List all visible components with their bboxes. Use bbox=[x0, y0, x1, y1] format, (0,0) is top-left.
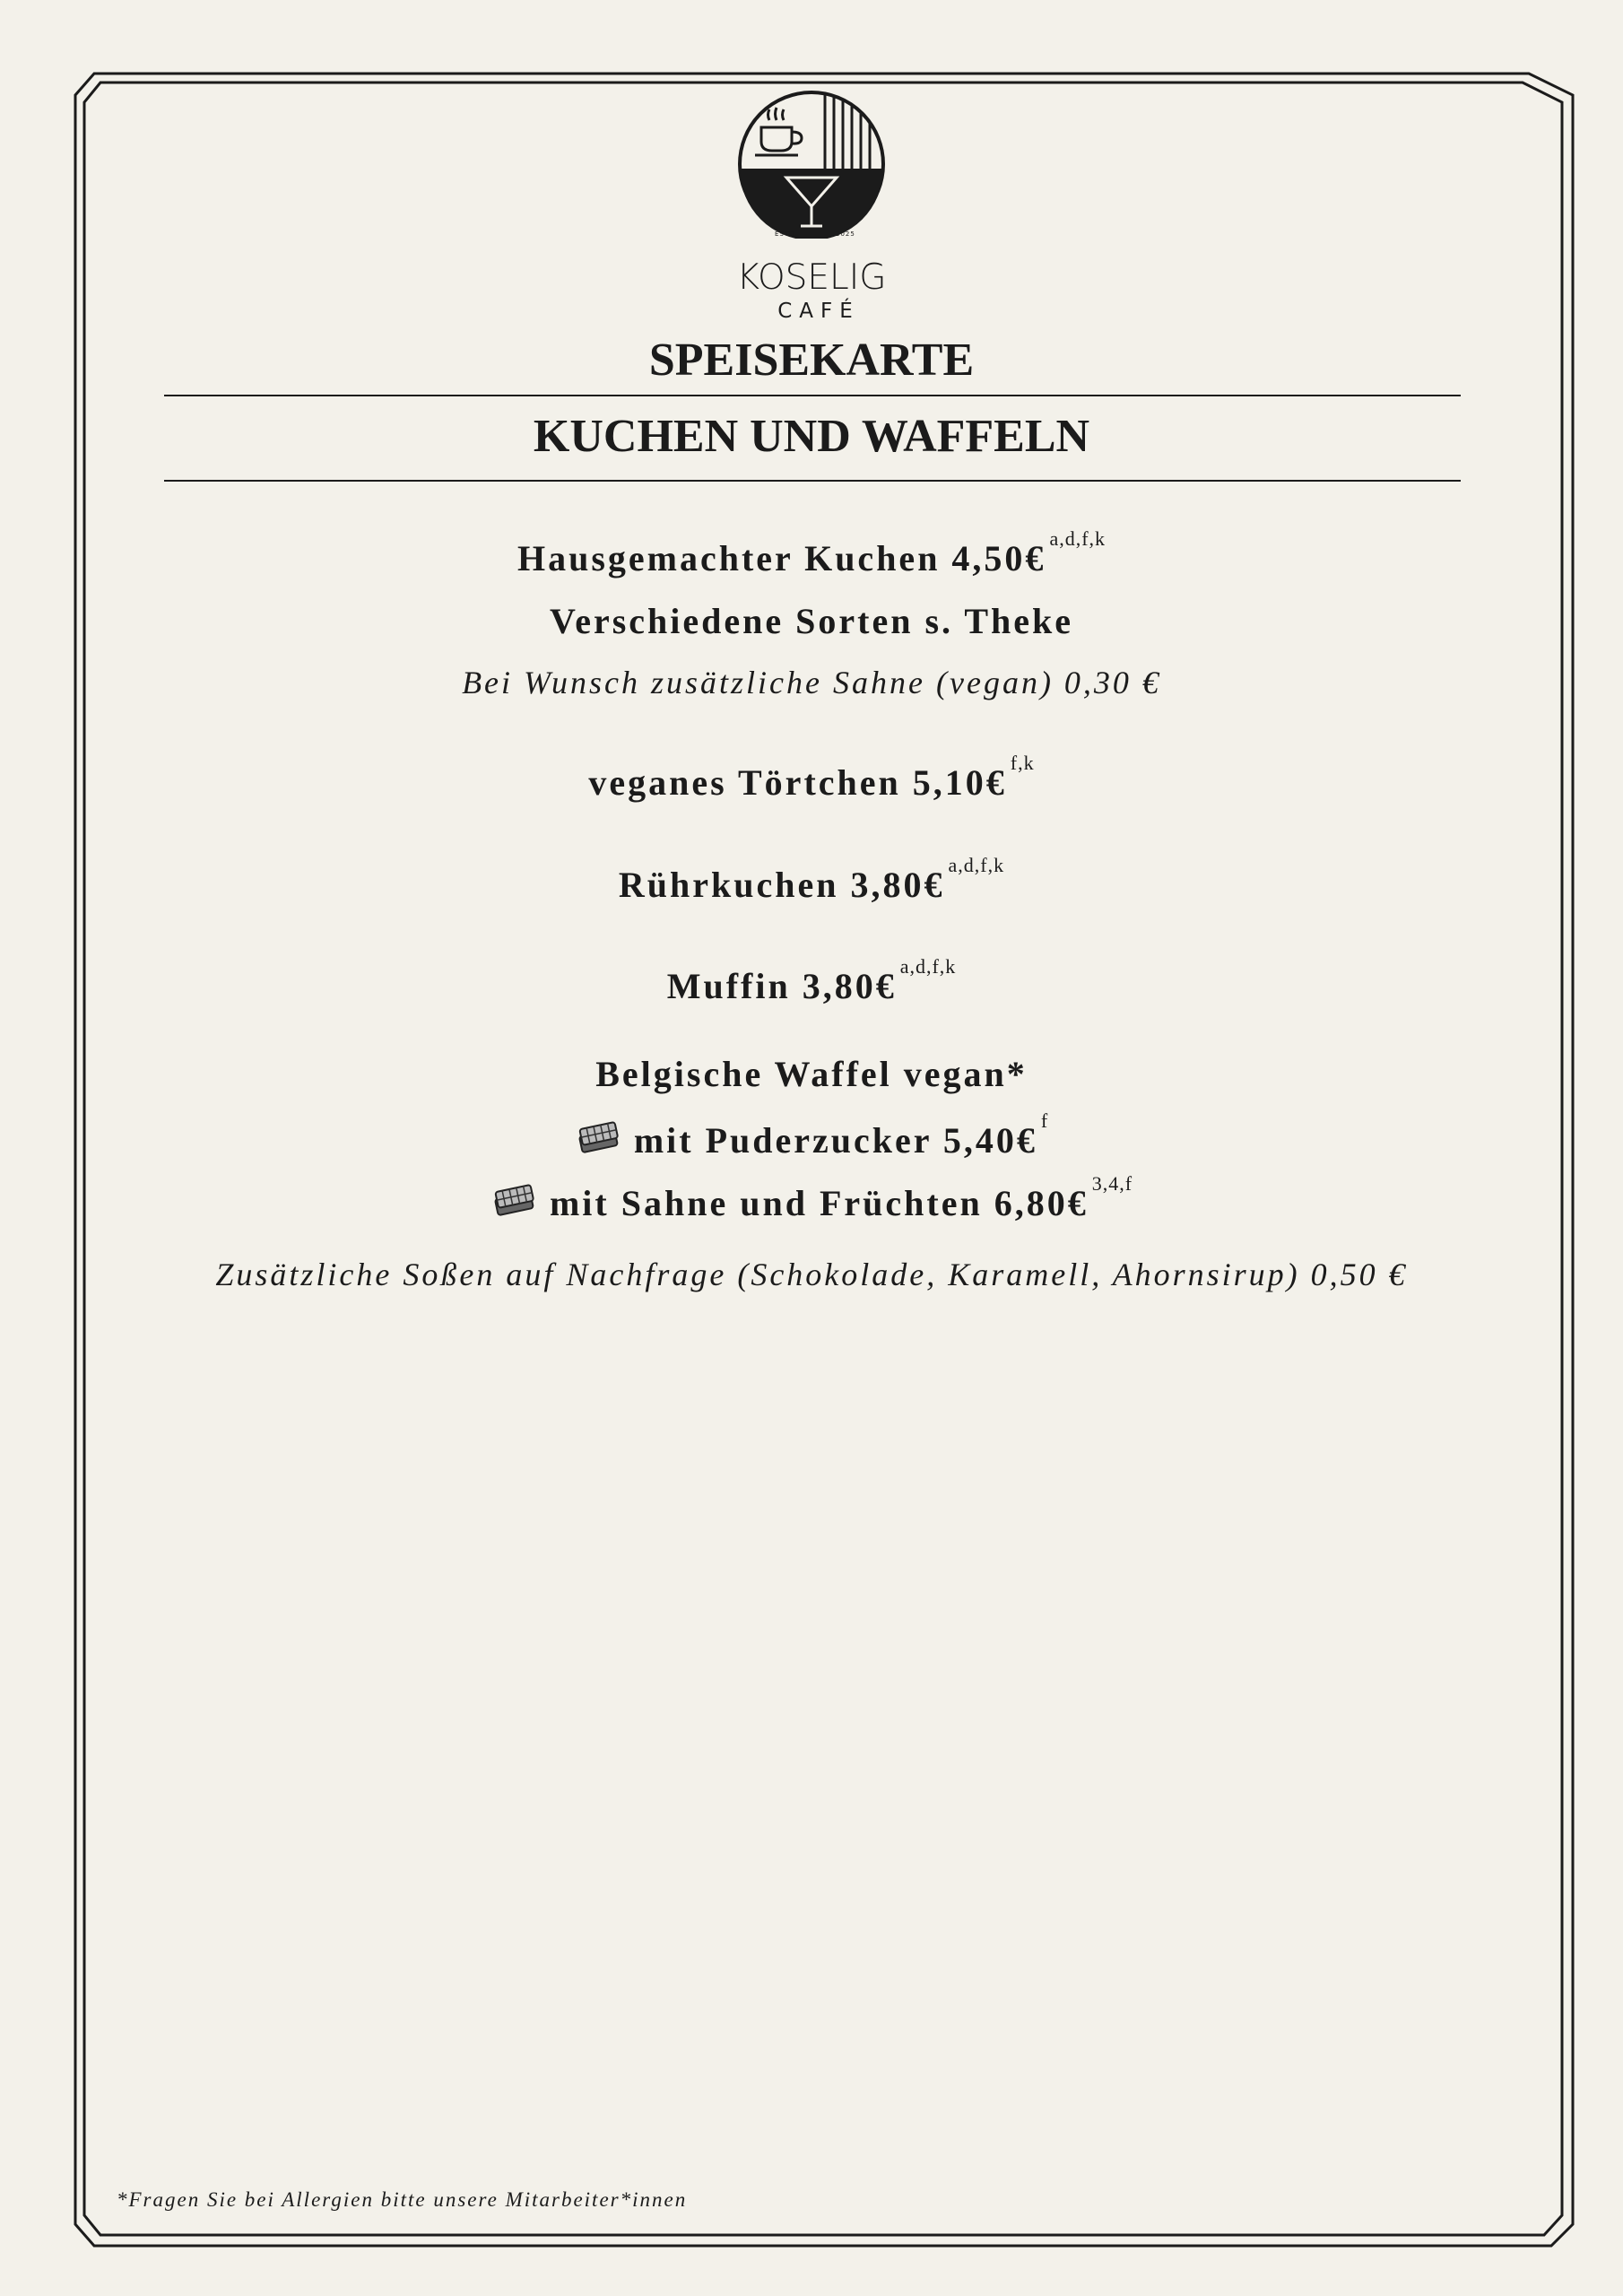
menu-item-name: Hausgemachter Kuchen 4,50€ bbox=[516, 538, 1046, 578]
logo-year: 2025 bbox=[836, 230, 855, 238]
menu-item-waffel-heading: Belgische Waffel vegan* bbox=[595, 1054, 1028, 1094]
menu-item-waffel-puderzucker bbox=[0, 1109, 1623, 1169]
brand-name: KOSELIG bbox=[736, 257, 887, 298]
logo-estd: ESTD bbox=[775, 230, 795, 238]
allergen-codes: f,k bbox=[1010, 752, 1035, 774]
menu-item-name: veganes Törtchen 5,10€ bbox=[588, 762, 1007, 803]
waffle-icon bbox=[490, 1178, 539, 1226]
allergen-codes: f bbox=[1040, 1109, 1049, 1132]
brand-subtitle: CAFÉ bbox=[777, 300, 860, 323]
allergen-codes: a,d,f,k bbox=[899, 955, 957, 978]
menu-item-name: mit Sahne und Früchten 6,80€ bbox=[549, 1183, 1089, 1223]
menu-item-detail: Verschiedene Sorten s. Theke bbox=[550, 601, 1073, 641]
allergen-codes: 3,4,f bbox=[1091, 1172, 1133, 1195]
allergen-codes: a,d,f,k bbox=[948, 854, 1005, 876]
menu-item-ruehrkuchen bbox=[0, 854, 1623, 913]
section-title: KUCHEN UND WAFFELN bbox=[533, 411, 1090, 462]
menu-item-kuchen bbox=[0, 527, 1623, 587]
menu-item-waffel-sahne bbox=[0, 1172, 1623, 1231]
menu-item-toertchen bbox=[0, 752, 1623, 811]
menu-item-name: Rührkuchen 3,80€ bbox=[618, 865, 945, 905]
page-title: SPEISEKARTE bbox=[648, 335, 975, 386]
allergen-codes: a,d,f,k bbox=[1049, 527, 1107, 550]
waffle-icon bbox=[575, 1115, 623, 1163]
allergy-footnote: *Fragen Sie bei Allergien bitte unsere Mitarbeiter*innen bbox=[117, 2188, 688, 2211]
menu-item-extra: Bei Wunsch zusätzliche Sahne (vegan) 0,30 € bbox=[462, 665, 1161, 700]
menu-item-name: mit Puderzucker 5,40€ bbox=[633, 1120, 1037, 1161]
menu-item-name: Muffin 3,80€ bbox=[666, 966, 897, 1006]
menu-item-muffin bbox=[0, 955, 1623, 1014]
menu-sauces-extra: Zusätzliche Soßen auf Nachfrage (Schokolade, Karamell, Ahornsirup) 0,50 € bbox=[215, 1257, 1408, 1292]
